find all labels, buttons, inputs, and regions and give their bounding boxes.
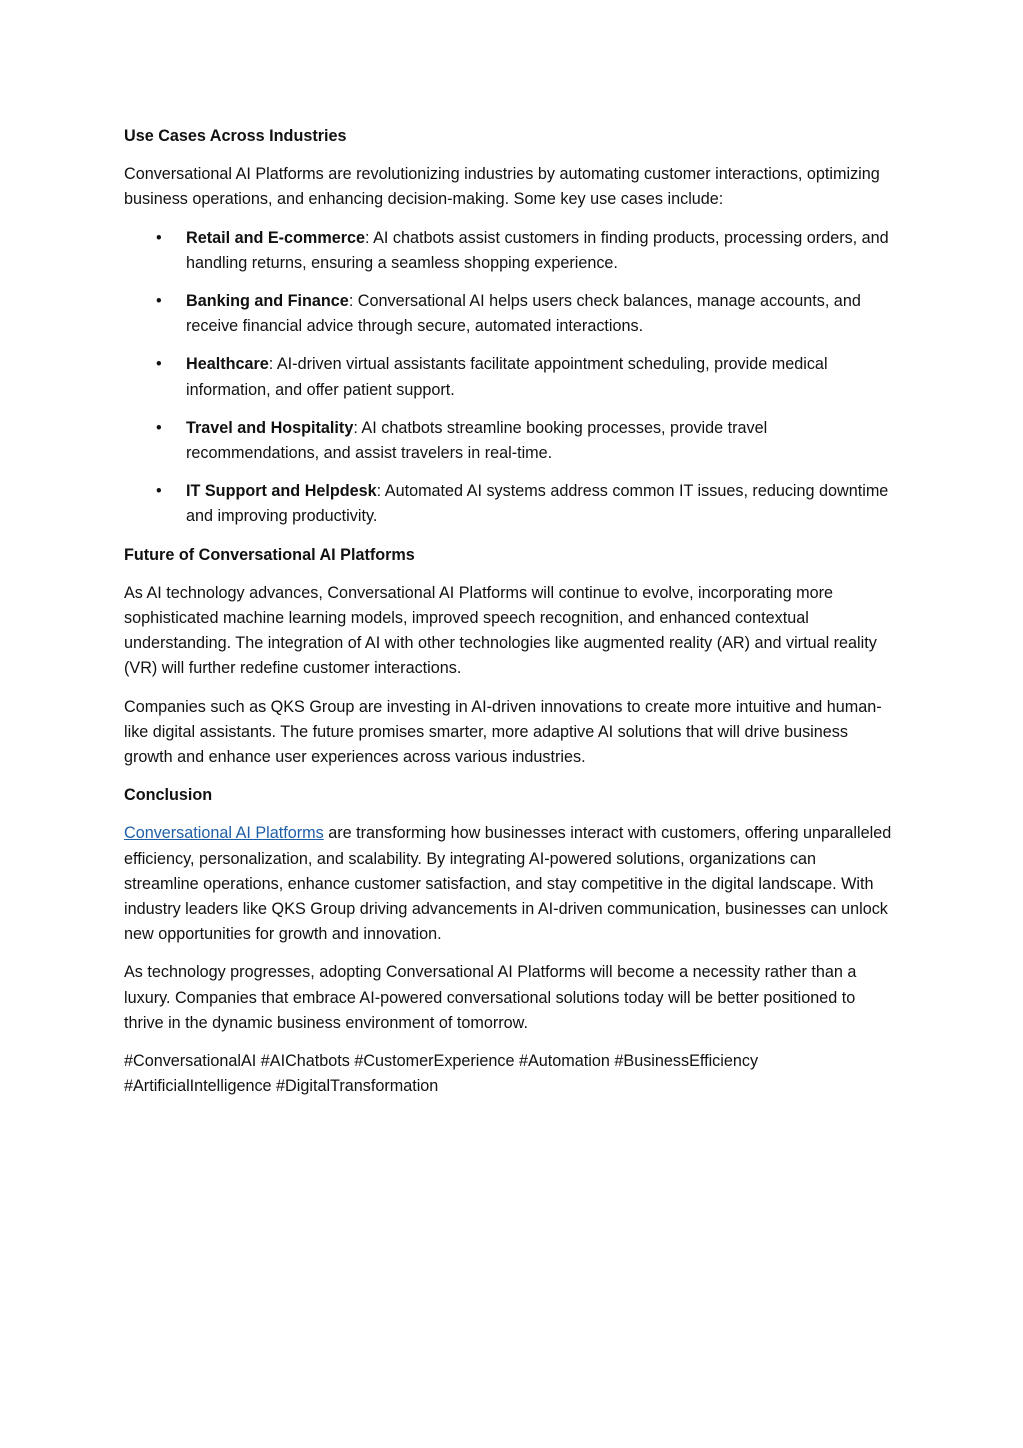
list-item-text: : AI chatbots assist customers in finding products, processing orders, and handling returns, ensuring a seamless shopping experience.: [186, 228, 889, 272]
list-item-text: : AI chatbots streamline booking processes, provide travel recommendations, and assist travelers in real-time.: [186, 418, 768, 463]
list-item-text: : Conversational AI helps users check balances, manage accounts, and receive financial advice through secure, automated interactions.: [186, 292, 861, 336]
list-item-term: Banking and Finance: [186, 292, 349, 311]
list-item-term: Retail and E-commerce: [186, 228, 366, 247]
use-cases-list: [124, 226, 894, 530]
bullet-icon: •: [156, 482, 162, 501]
bullet-icon: •: [156, 228, 162, 247]
list-item: [124, 416, 894, 466]
conversational-ai-platforms-link[interactable]: Conversational AI Platforms: [124, 824, 324, 843]
list-item-text: : Automated AI systems address common IT issues, reducing downtime and improving productivity.: [186, 482, 889, 526]
bullet-icon: •: [156, 355, 162, 374]
future-paragraph-2: Companies such as QKS Group are investing in AI-driven innovations to create more intuitive and human-like digital assistants. The future promises smarter, more adaptive AI solutions that will drive business growth and enhance user experiences across various industries.: [124, 697, 882, 767]
use-cases-intro: Conversational AI Platforms are revolutionizing industries by automating customer interactions, optimizing business operations, and enhancing decision-making. Some key use cases include:: [124, 165, 880, 209]
bullet-icon: •: [156, 292, 162, 311]
list-item: [124, 352, 894, 402]
document-page: [124, 124, 894, 1113]
list-item-text: : AI-driven virtual assistants facilitate appointment scheduling, provide medical information, and offer patient support.: [186, 355, 828, 399]
conclusion-paragraph-1: [124, 821, 894, 947]
list-item-term: IT Support and Helpdesk: [186, 482, 377, 501]
hashtags: #ConversationalAI #AIChatbots #CustomerExperience #Automation #BusinessEfficiency #ArtificialIntelligence #DigitalTransformation: [124, 1052, 759, 1096]
list-item-term: Healthcare: [186, 355, 269, 374]
conclusion-paragraph-1-text: are transforming how businesses interact with customers, offering unparalleled efficiency, personalization, and scalability. By integrating AI-powered solutions, organizations can streamline operations, enhance customer satisfaction, and stay competitive in the digital landscape. With industry leaders like QKS Group driving advancements in AI-driven communication, businesses can unlock new opportunities for growth and innovation.: [124, 824, 892, 944]
future-heading: Future of Conversational AI Platforms: [124, 545, 415, 564]
conclusion-paragraph-2: As technology progresses, adopting Conversational AI Platforms will become a necessity rather than a luxury. Companies that embrace AI-powered conversational solutions today will be better positioned to thrive in the dynamic business environment of tomorrow.: [124, 963, 857, 1032]
conclusion-heading: Conclusion: [124, 786, 213, 805]
bullet-icon: •: [156, 418, 162, 437]
future-paragraph-1: As AI technology advances, Conversational AI Platforms will continue to evolve, incorporating more sophisticated machine learning models, improved speech recognition, and enhanced contextual understanding. The integration of AI with other technologies like augmented reality (AR) and virtual reality (VR) will further redefine customer interactions.: [124, 583, 877, 678]
list-item: [124, 226, 894, 276]
use-cases-heading: Use Cases Across Industries: [124, 127, 347, 145]
list-item: [124, 479, 894, 529]
list-item-term: Travel and Hospitality: [186, 418, 354, 437]
list-item: [124, 289, 894, 339]
